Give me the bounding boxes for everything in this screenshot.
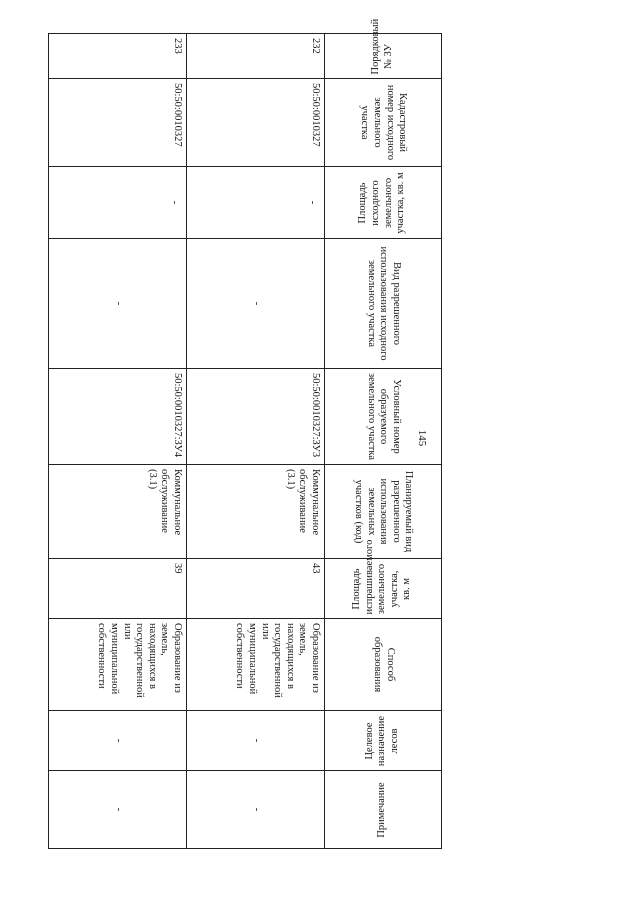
- header-source-area: Площадь исходного земельного участка, кв. м: [325, 167, 442, 239]
- cell-conditional-number: 50:50:0010327:ЗУ3: [187, 369, 325, 465]
- header-plot-number: Порядковый № ЗУ: [325, 34, 442, 79]
- cell-formation-method: Образование из земель, находящихся в государственной или муниципальной собственности: [49, 619, 187, 711]
- cell-source-area: -: [187, 167, 325, 239]
- cell-cadastral-number: 50:50:0010327: [49, 79, 187, 167]
- cell-plot-number: 232: [187, 34, 325, 79]
- header-permitted-use: Вид разрешенного использования исходного земельного участка: [325, 239, 442, 369]
- table-header-row: [325, 34, 442, 849]
- cell-note: -: [49, 771, 187, 849]
- cell-requested-area: 43: [187, 559, 325, 619]
- cell-permitted-use: -: [49, 239, 187, 369]
- cell-permitted-use: -: [187, 239, 325, 369]
- table-frame: [62, 18, 442, 848]
- cell-formation-method: Образование из земель, находящихся в государственной или муниципальной собственности: [187, 619, 325, 711]
- table-row: [49, 34, 187, 849]
- cell-forest-purpose: -: [187, 711, 325, 771]
- cell-note: -: [187, 771, 325, 849]
- page-number: 145: [416, 429, 428, 447]
- cell-planned-use: Коммунальное обслуживание (3.1): [49, 465, 187, 559]
- cell-requested-area: 39: [49, 559, 187, 619]
- header-note: Примечание: [325, 771, 442, 849]
- header-conditional-number: Условный номер образуемого земельного участка: [325, 369, 442, 465]
- header-forest-purpose: Целевое назначение лесов: [325, 711, 442, 771]
- cell-forest-purpose: -: [49, 711, 187, 771]
- rotated-table-wrapper: [62, 18, 442, 848]
- table-row: [187, 34, 325, 849]
- cell-conditional-number: 50:50:0010327:ЗУ4: [49, 369, 187, 465]
- cell-cadastral-number: 50:50:0010327: [187, 79, 325, 167]
- header-cadastral-number: Кадастровый номер исходного земельного участка: [325, 79, 442, 167]
- header-requested-area: Площадь испрашиваемого земельного участка, кв. м: [325, 559, 442, 619]
- cell-planned-use: Коммунальное обслуживание (3.1): [187, 465, 325, 559]
- cell-source-area: -: [49, 167, 187, 239]
- land-plots-table: [48, 18, 442, 849]
- header-formation-method: Способ образования: [325, 619, 442, 711]
- cell-plot-number: 233: [49, 34, 187, 79]
- header-planned-use: Планируемый вид разрешенного использования земельных участков (код): [325, 465, 442, 559]
